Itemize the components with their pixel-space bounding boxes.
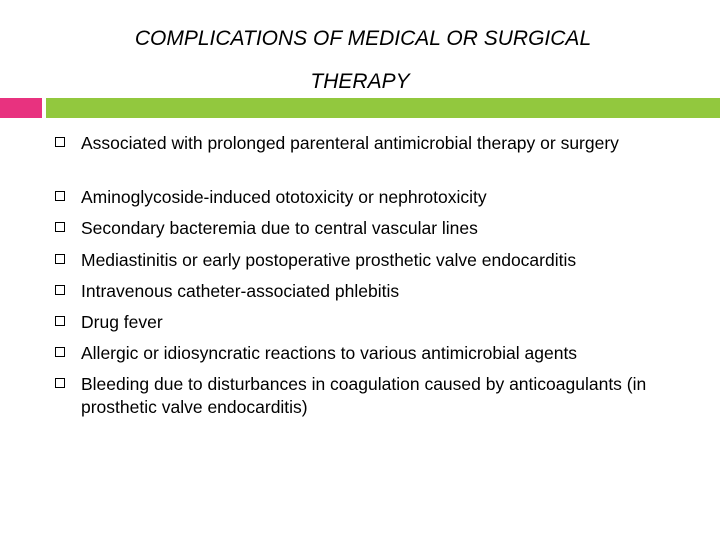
square-bullet-icon: [55, 222, 65, 232]
list-item-text: Associated with prolonged parenteral antimicrobial therapy or surgery: [81, 133, 619, 153]
accent-bar-pink: [0, 98, 42, 118]
list-item-text: Mediastinitis or early postoperative prosthetic valve endocarditis: [81, 250, 577, 270]
slide-title-line-1: COMPLICATIONS OF MEDICAL OR SURGICAL: [134, 27, 592, 50]
list-item-text: Aminoglycoside-induced ototoxicity or nephrotoxicity: [81, 187, 487, 207]
square-bullet-icon: [55, 191, 65, 201]
list-item-text: Drug fever: [81, 312, 163, 332]
square-bullet-icon: [55, 378, 65, 388]
square-bullet-icon: [55, 316, 65, 326]
list-item-text: Secondary bacteremia due to central vascular lines: [81, 218, 478, 238]
list-item-text: Bleeding due to disturbances in coagulation caused by anticoagulants (in prosthetic valve endocarditis): [81, 374, 647, 417]
accent-bar-green: [46, 98, 720, 118]
square-bullet-icon: [55, 347, 65, 357]
square-bullet-icon: [55, 285, 65, 295]
list-item-text: Intravenous catheter-associated phlebitis: [81, 281, 400, 301]
square-bullet-icon: [55, 137, 65, 147]
slide-title-line-2: THERAPY: [310, 70, 410, 93]
list-item-text: Allergic or idiosyncratic reactions to various antimicrobial agents: [81, 343, 578, 363]
square-bullet-icon: [55, 254, 65, 264]
